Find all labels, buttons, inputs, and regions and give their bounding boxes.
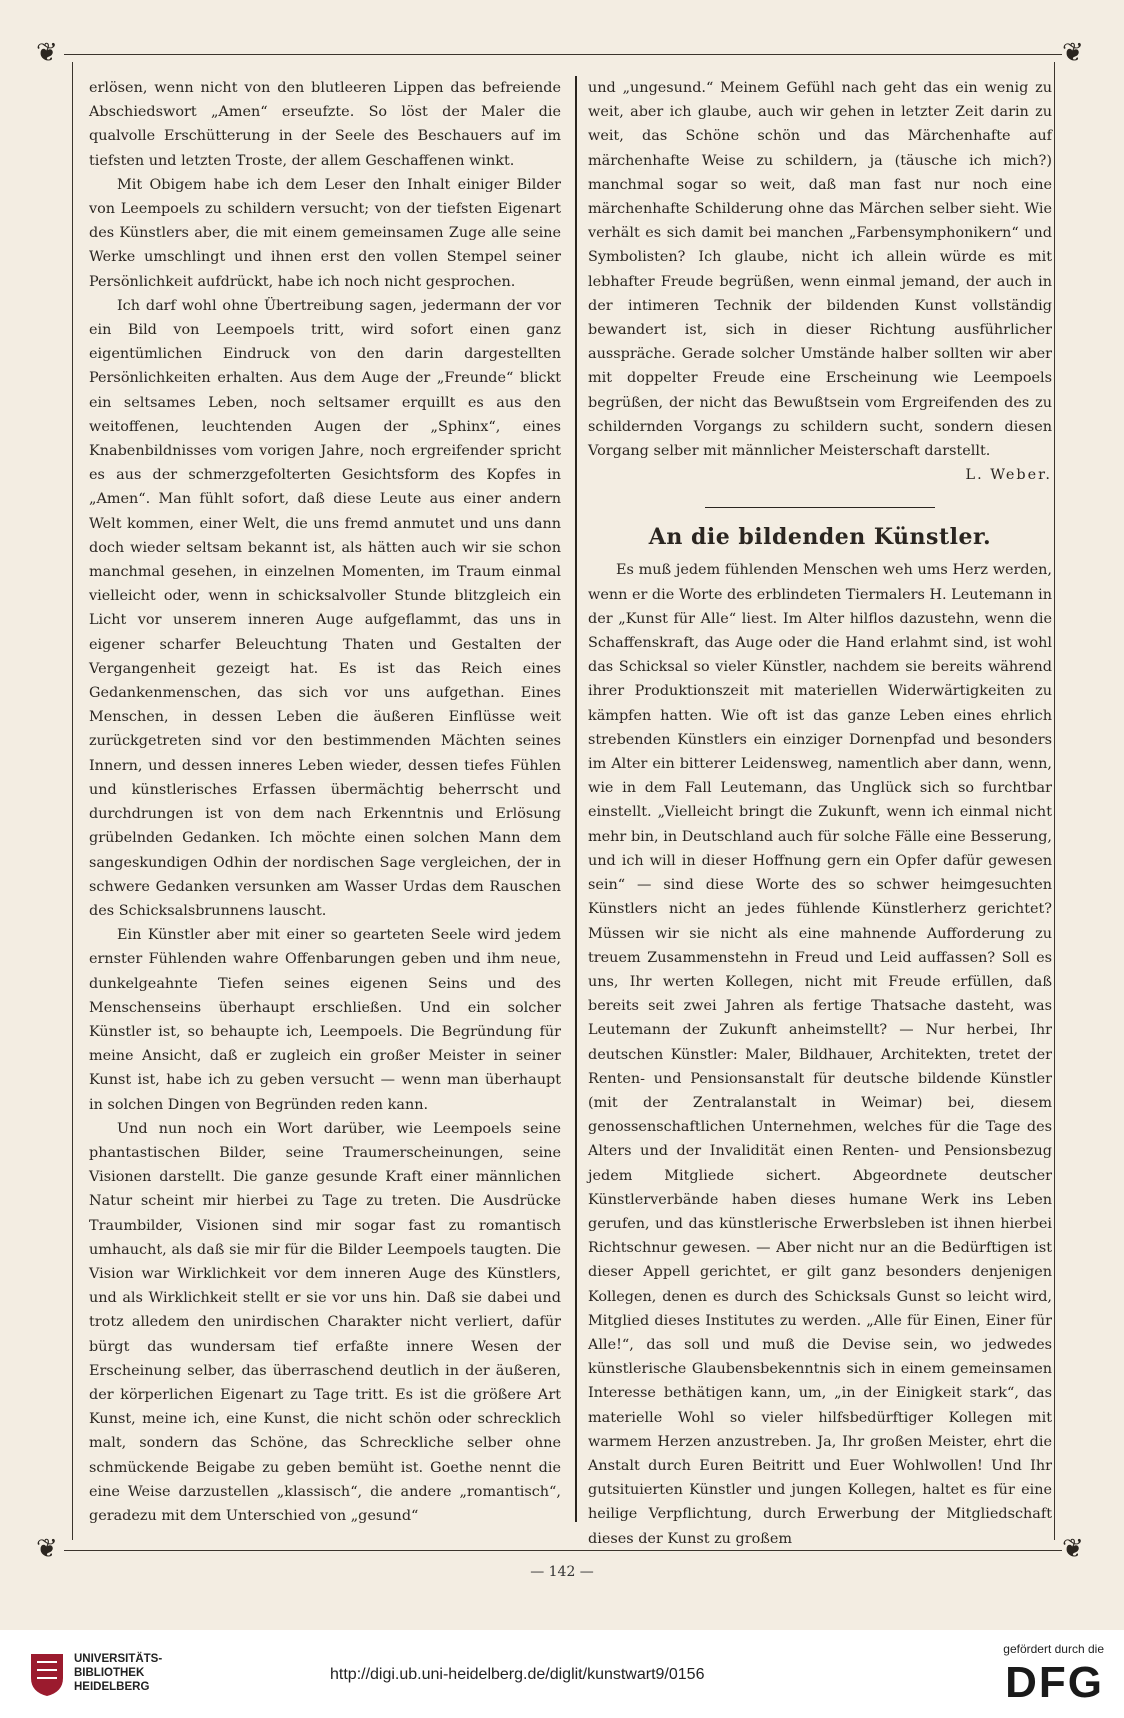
dfg-logo: DFG	[1005, 1658, 1104, 1707]
section-divider	[705, 507, 935, 508]
funding-note: gefördert durch die	[1003, 1642, 1104, 1656]
permalink-url[interactable]: http://digi.ub.uni-heidelberg.de/diglit/kunstwart9/0156	[330, 1666, 705, 1683]
right-column	[588, 76, 1052, 1551]
left-border-line	[72, 62, 73, 1540]
top-border-line	[64, 54, 1062, 55]
corner-ornament-bottom-left: ❦	[36, 1534, 58, 1564]
page-number: — 142 —	[530, 1564, 594, 1580]
corner-ornament-top-right: ❦	[1062, 38, 1084, 68]
right-paragraph: Es muß jedem fühlenden Menschen weh ums Herz werden, wenn er die Worte des erblindeten Tiermalers H. Leutemann in der „Kunst für Alle“ liest. Im Alter hilflos dazustehn, wenn die Schaffenskraft, das Auge oder die Hand erlahmt sind, ist wohl das Schicksal so vieler Künstler, nachdem sie bereits während ihrer Produktionszeit mit materiellen Widerwärtigkeiten zu kämpfen hatten. Wie oft ist das ganze Leben eines ehrlich strebenden Künstlers ein einziger Dornenpfad und besonders im Alter ein bitterer Leidensweg, namentlich aber dann, wenn, wie in dem Fall Leutemann, das Unglück sich so furchtbar einstellt. „Vielleicht bringt die Zukunft, wenn ich einmal nicht mehr bin, in Deutschland auch für solche Fälle eine Besserung, und ich will in dieser Hoffnung gern ein Opfer dafür gewesen sein“ — sind diese Worte des so schwer heimgesuchten Künstlers nicht an jedes fühlende Künstlerherz gerichtet? Müssen wir sie nicht als eine mahnende Aufforderung zu treuem Zusammenstehn in Freud und Leid auffassen? Soll es uns, Ihr werten Kollegen, nicht mit Freude erfüllen, daß bereits seit zwei Jahren als fertige Thatsache dasteht, was Leutemann der Zukunft anheimstellt? — Nur herbei, Ihr deutschen Künstler: Maler, Bildhauer, Architekten, tretet der Renten- und Pensionsanstalt für deutsche bildende Künstler (mit der Zentralanstalt in Weimar) bei, diesem genossenschaftlichen Unternehmen, welches für die Tage des Alters und der Invalidität einen Renten- und Pensionsbezug jedem Mitgliede sichert. Abgeordnete deutscher Künstlerverbände haben dieses humane Werk ins Leben gerufen, und das künstlerische Erwerbsleben ist ihnen hierbei Richtschnur gewesen. — Aber nicht nur an die Bedürftigen ist dieser Appell gerichtet, er gilt ganz besonders denjenigen Kollegen, denen es durch des Schicksals Gunst so leicht wird, Mitglied dieses Institutes zu werden. „Alle für Einen, Einer für Alle!“, das soll und muß die Devise sein, wo jedwedes künstlerische Glaubensbekenntnis sich in einem gemeinsamen Interesse bethätigen kann, um, „in der Einigkeit stark“, das materielle Wohl so vieler hilfsbedürftiger Kollegen mit warmem Herzen anzustreben. Ja, Ihr großen Meister, ehrt die Anstalt durch Euren Beitritt und Euer Wohlwollen! Und Ihr gutsituierten Künstler und jungen Kollegen, haltet es für eine heilige Verpflichtung, durch Erwerbung der Mitgliedschaft dieses der Kunst zu großem	[588, 562, 1053, 1547]
left-paragraph: Mit Obigem habe ich dem Leser den Inhalt einiger Bilder von Leempoels zu schildern versucht; von der tiefsten Eigenart des Künstlers aber, die mit einem gemeinsamen Zuge alle seine Werke umschlingt und ihnen erst den vollen Stempel seiner Persönlichkeit aufdrückt, habe ich noch nicht gesprochen.	[89, 176, 561, 290]
section-title: An die bildenden Künstler.	[648, 524, 992, 551]
left-paragraph: erlösen, wenn nicht von den blutleeren Lippen das befreiende Abschiedswort „Amen“ erseufzte. So löst der Maler die qualvolle Erschütterung in der Seele des Beschauers auf im tiefsten und letzten Troste, der allem Geschaffenen winkt.	[89, 80, 561, 169]
right-border-line	[1054, 62, 1055, 1540]
university-seal-icon	[28, 1650, 66, 1698]
left-paragraph: Und nun noch ein Wort darüber, wie Leempoels seine phantastischen Bilder, seine Traumerscheinungen, seine Visionen darstellt. Die ganze gesunde Kraft einer männlichen Natur scheint mir hierbei zu Tage zu treten. Die Ausdrücke Traumbilder, Visionen sind mir sogar fast zu romantisch umhaucht, als daß sie mir für die Bilder Leempoels taugten. Die Vision war Wirklichkeit vor dem inneren Auge des Künstlers, und als Wirklichkeit stellt er sie vor uns hin. Daß sie dabei und trotz alledem den unirdischen Charakter nicht verliert, dafür bürgt das wundersam tief erfaßte innere Wesen der Erscheinung selber, das überraschend deutlich in der äußeren, der körperlichen Eigenart zu Tage tritt. Es ist die größere Art Kunst, meine ich, eine Kunst, die nicht schön oder schrecklich malt, sondern das Schöne, das Schreckliche selber ohne schmückende Beigabe zu geben bemüht ist. Goethe nennt die eine Weise darzustellen „klassisch“, die andere „romantisch“, geradezu mit dem Unterschied von „gesund“	[89, 1120, 561, 1524]
left-column	[89, 76, 561, 1528]
corner-ornament-bottom-right: ❦	[1062, 1534, 1084, 1564]
left-paragraph: Ich darf wohl ohne Übertreibung sagen, jedermann der vor ein Bild von Leempoels tritt, wird sofort einen ganz eigentümlichen Eindruck von den darin dargestellten Persönlichkeiten erhalten. Aus dem Auge der „Freunde“ blickt ein seltsames Leben, noch seltsamer erquillt es aus den weitoffenen, leuchtenden Augen der „Sphinx“, eines Knabenbildnisses vom vorigen Jahre, noch ergreifender spricht es aus der schmerzgefolterten Gesichtsform des Kopfes in „Amen“. Man fühlt sofort, daß diese Leute aus einer andern Welt kommen, einer Welt, die uns fremd anmutet und uns dann doch wieder seltsam bekannt ist, als hätten auch wir sie schon manchmal gesehen, in einzelnen Momenten, im Traum einmal vielleicht oder, wenn in schicksalvoller Stunde blitzgleich ein Licht vor unserem inneren Auge aufgeflammt, das uns in eigener scharfer Beleuchtung Thaten und Gestalten der Vergangenheit gezeigt hat. Es ist das Reich eines Gedankenmenschen, das sich vor uns aufgethan. Eines Menschen, in dessen Leben die äußeren Einflüsse weit zurückgetreten sind vor den bestimmenden Mächten seines Innern, und dessen inneres Leben wieder, dessen tiefes Fühlen und künstlerisches Erfassen übermächtig beherrscht und durchdrungen ist von dem nach Erkenntnis und Erlösung grübelnden Gedanken. Ich möchte einen solchen Mann dem sangeskundigen Odhin der nordischen Sage vergleichen, der in schwere Gedanken versunken am Wasser Urdas dem Rauschen des Schicksalsbrunnens lauscht.	[89, 297, 561, 919]
column-divider	[575, 76, 577, 1522]
library-name: UNIVERSITÄTS- BIBLIOTHEK HEIDELBERG	[74, 1653, 163, 1693]
left-paragraph: Ein Künstler aber mit einer so gearteten Seele wird jedem ernster Fühlenden wahre Offenbarungen geben und ihm neue, dunkelgeahnte Tiefen seines eigenen Seins und des Menschenseins überhaupt erschließen. Und ein solcher Künstler ist, so behaupte ich, Leempoels. Die Begründung für meine Ansicht, daß er zugleich ein großer Meister in seiner Kunst ist, habe ich zu geben versucht — wenn man überhaupt in solchen Dingen von Begründen reden kann.	[89, 927, 561, 1113]
article-continuation: und „ungesund.“ Meinem Gefühl nach geht das ein wenig zu weit, aber ich glaube, auch wir gehen in letzter Zeit darin zu weit, das Schöne schön und das Märchenhafte auf märchenhafte Weise zu schildern, ja (täusche ich mich?) manchmal sogar so weit, daß man fast nur noch eine märchenhafte Schilderung ohne das Märchen selber sieht. Wie verhält es sich damit bei manchen „Farbensymphonikern“ und Symbolisten? Ich glaube, nicht ich allein würde es mit lebhafter Freude begrüßen, wenn einmal jemand, der auch in der intimeren Technik der bildenden Kunst vollständig bewandert ist, sich in dieser Richtung ausführlicher ausspräche. Gerade solcher Umstände halber sollten wir aber mit doppelter Freude eine Erscheinung wie Leempoels begrüßen, der nicht das Bewußtsein vom Ergreifenden des zu schildernden Vorgangs zu schildern sucht, sondern diesen Vorgang selber mit männlicher Meisterschaft darstellt.	[588, 80, 1052, 460]
corner-ornament-top-left: ❦	[36, 38, 58, 68]
author-signature: L. Weber.	[965, 467, 1052, 484]
viewer-footer	[0, 1630, 1124, 1718]
